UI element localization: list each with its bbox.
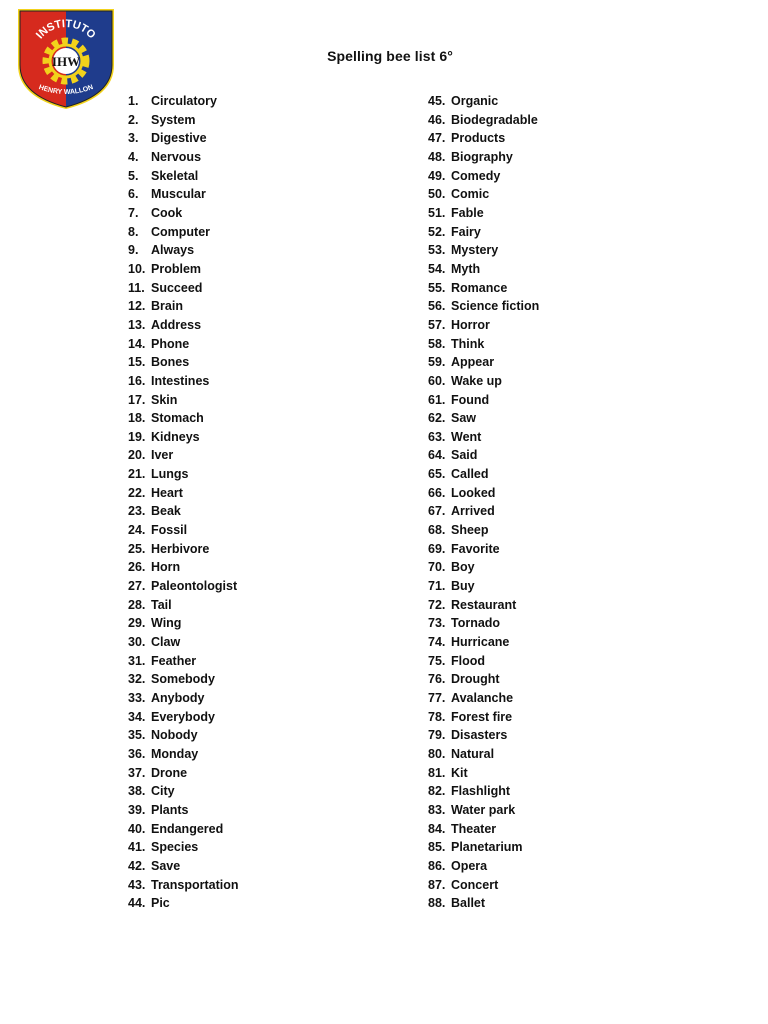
list-item <box>428 708 539 727</box>
list-item <box>428 745 539 764</box>
svg-text:IHW: IHW <box>51 54 81 69</box>
item-word: Drought <box>451 672 500 687</box>
item-word: Forest fire <box>451 709 513 724</box>
item-number: 34. <box>128 709 146 724</box>
item-word: Sheep <box>451 523 489 538</box>
item-word: Comic <box>451 187 490 202</box>
list-item <box>428 204 539 223</box>
item-word: Theater <box>451 821 497 836</box>
list-item <box>428 409 539 428</box>
list-item <box>128 185 239 204</box>
item-word: Paleontologist <box>151 579 238 594</box>
item-word: Products <box>451 131 506 146</box>
item-number: 33. <box>128 691 146 705</box>
item-word: Monday <box>151 746 199 761</box>
item-word: Romance <box>451 280 508 295</box>
item-word: Beak <box>151 504 181 519</box>
list-item <box>128 260 239 279</box>
item-word: Organic <box>451 94 499 108</box>
item-number: 68. <box>428 523 446 538</box>
item-word: Science fiction <box>451 299 540 314</box>
item-number: 71. <box>428 579 446 594</box>
item-number: 38. <box>128 784 146 799</box>
item-word: Heart <box>151 485 183 500</box>
list-item <box>428 540 539 559</box>
item-number: 84. <box>428 821 446 836</box>
item-number: 56. <box>428 299 446 314</box>
list-item <box>128 558 239 577</box>
item-number: 4. <box>128 149 139 164</box>
item-word: Succeed <box>151 280 203 295</box>
item-number: 16. <box>128 373 146 388</box>
item-number: 10. <box>128 261 146 276</box>
item-number: 65. <box>428 467 446 482</box>
list-item <box>428 484 539 503</box>
item-number: 48. <box>428 149 446 164</box>
list-item <box>128 279 239 298</box>
item-number: 22. <box>128 485 146 500</box>
item-number: 39. <box>128 802 146 817</box>
list-item <box>428 614 539 633</box>
item-number: 54. <box>428 261 446 276</box>
item-word: Think <box>451 336 485 351</box>
list-item <box>428 502 539 521</box>
list-item <box>128 596 239 615</box>
item-number: 35. <box>128 728 146 743</box>
item-word: Horror <box>451 317 490 332</box>
list-item <box>428 335 539 354</box>
item-number: 43. <box>128 877 146 892</box>
list-item <box>428 577 539 596</box>
list-item <box>428 801 539 820</box>
list-item <box>428 596 539 615</box>
item-number: 55. <box>428 280 446 295</box>
item-number: 59. <box>428 355 446 370</box>
item-word: Cook <box>151 205 183 220</box>
list-item <box>428 876 539 895</box>
list-item <box>128 857 239 876</box>
list-item <box>128 465 239 484</box>
item-number: 52. <box>428 224 446 239</box>
page-title: Spelling bee list 6° <box>327 48 453 64</box>
item-word: Avalanche <box>451 691 514 705</box>
item-number: 12. <box>128 299 146 314</box>
item-number: 1. <box>128 94 139 108</box>
item-word: System <box>151 112 196 127</box>
item-number: 47. <box>428 131 446 146</box>
item-number: 79. <box>428 728 446 743</box>
list-item <box>128 372 239 391</box>
list-item <box>428 92 539 111</box>
item-word: Horn <box>151 560 181 575</box>
item-word: Kidneys <box>151 429 200 444</box>
item-word: Feather <box>151 653 197 668</box>
item-number: 28. <box>128 597 146 612</box>
item-word: Somebody <box>151 672 215 687</box>
list-item <box>428 111 539 130</box>
item-word: Fairy <box>451 224 481 239</box>
item-word: Lungs <box>151 467 189 482</box>
item-word: Nobody <box>151 728 198 743</box>
item-number: 36. <box>128 746 146 761</box>
item-number: 69. <box>428 541 446 556</box>
item-word: Digestive <box>151 131 207 146</box>
list-item <box>128 391 239 410</box>
item-number: 67. <box>428 504 446 519</box>
item-number: 14. <box>128 336 146 351</box>
list-item <box>128 129 239 148</box>
list-item <box>428 372 539 391</box>
list-item <box>128 577 239 596</box>
item-number: 32. <box>128 672 146 687</box>
item-word: Favorite <box>451 541 500 556</box>
list-item <box>428 148 539 167</box>
item-number: 24. <box>128 523 146 538</box>
list-item <box>128 223 239 242</box>
item-number: 76. <box>428 672 446 687</box>
list-item <box>428 652 539 671</box>
item-number: 11. <box>128 280 145 295</box>
item-word: Skin <box>151 392 178 407</box>
item-number: 21. <box>128 467 146 482</box>
item-word: Phone <box>151 336 190 351</box>
item-number: 49. <box>428 168 446 183</box>
list-item <box>428 782 539 801</box>
item-number: 37. <box>128 765 146 780</box>
list-item <box>428 167 539 186</box>
item-word: Anybody <box>151 691 205 705</box>
item-word: Tail <box>151 597 172 612</box>
svg-text:HENRY WALLON: HENRY WALLON <box>37 84 95 97</box>
item-word: Circulatory <box>151 94 217 108</box>
item-number: 87. <box>428 877 446 892</box>
list-item <box>128 297 239 316</box>
list-item <box>128 540 239 559</box>
svg-text:INSTITUTO: INSTITUTO <box>33 17 98 42</box>
item-word: Intestines <box>151 373 210 388</box>
item-word: Flood <box>451 653 486 668</box>
list-item <box>428 446 539 465</box>
item-word: Save <box>151 858 181 873</box>
item-number: 85. <box>428 840 446 855</box>
item-number: 80. <box>428 746 446 761</box>
item-number: 23. <box>128 504 146 519</box>
list-item <box>428 185 539 204</box>
list-item <box>428 521 539 540</box>
item-number: 81. <box>428 765 446 780</box>
item-word: Ballet <box>451 896 486 911</box>
item-word: Nervous <box>151 149 202 164</box>
item-number: 74. <box>428 635 446 650</box>
item-word: Said <box>451 448 478 463</box>
item-word: Iver <box>151 448 174 463</box>
item-number: 63. <box>428 429 446 444</box>
item-number: 31. <box>128 653 146 668</box>
list-item <box>428 726 539 745</box>
item-word: Went <box>451 429 482 444</box>
list-item <box>428 633 539 652</box>
item-word: City <box>151 784 175 799</box>
item-word: Looked <box>451 485 496 500</box>
spelling-list-right <box>428 92 539 913</box>
list-item <box>128 204 239 223</box>
list-item <box>128 876 239 895</box>
item-number: 78. <box>428 709 446 724</box>
item-number: 46. <box>428 112 446 127</box>
list-item <box>428 428 539 447</box>
list-item <box>428 857 539 876</box>
item-number: 3. <box>128 131 139 146</box>
item-number: 29. <box>128 616 146 631</box>
item-word: Mystery <box>451 243 499 258</box>
list-item <box>428 465 539 484</box>
item-word: Problem <box>151 261 202 276</box>
list-item <box>128 764 239 783</box>
item-word: Fossil <box>151 523 188 538</box>
list-item <box>128 745 239 764</box>
list-item <box>128 316 239 335</box>
item-number: 44. <box>128 896 146 911</box>
item-number: 20. <box>128 448 146 463</box>
item-word: Found <box>451 392 490 407</box>
list-item <box>428 297 539 316</box>
item-number: 42. <box>128 858 146 873</box>
list-item <box>128 428 239 447</box>
item-word: Pic <box>151 896 170 911</box>
item-number: 73. <box>428 616 446 631</box>
list-item <box>428 129 539 148</box>
list-item <box>128 820 239 839</box>
item-number: 60. <box>428 373 446 388</box>
item-number: 62. <box>428 411 446 426</box>
item-number: 18. <box>128 411 146 426</box>
spelling-list-left <box>128 92 239 913</box>
item-word: Address <box>151 317 202 332</box>
item-number: 19. <box>128 429 146 444</box>
list-item <box>428 820 539 839</box>
item-number: 77. <box>428 691 446 705</box>
item-word: Biography <box>451 149 513 164</box>
list-item <box>128 708 239 727</box>
list-item <box>428 764 539 783</box>
item-number: 13. <box>128 317 146 332</box>
list-item <box>128 521 239 540</box>
list-item <box>128 894 239 913</box>
list-item <box>428 353 539 372</box>
list-item <box>128 838 239 857</box>
item-word: Muscular <box>151 187 206 202</box>
list-item <box>428 558 539 577</box>
item-word: Everybody <box>151 709 215 724</box>
list-item <box>128 484 239 503</box>
item-number: 86. <box>428 858 446 873</box>
list-item <box>428 223 539 242</box>
list-item <box>128 670 239 689</box>
item-word: Stomach <box>151 411 204 426</box>
item-number: 45. <box>428 94 446 108</box>
item-number: 64. <box>428 448 446 463</box>
item-word: Wake up <box>451 373 502 388</box>
list-item <box>128 782 239 801</box>
list-item <box>128 111 239 130</box>
item-number: 6. <box>128 187 139 202</box>
item-number: 5. <box>128 168 139 183</box>
item-number: 17. <box>128 392 146 407</box>
list-item <box>128 726 239 745</box>
item-number: 88. <box>428 896 446 911</box>
item-word: Water park <box>451 802 516 817</box>
item-number: 82. <box>428 784 446 799</box>
item-number: 9. <box>128 243 139 258</box>
item-word: Appear <box>451 355 495 370</box>
list-item <box>128 614 239 633</box>
item-number: 66. <box>428 485 446 500</box>
item-word: Always <box>151 243 195 258</box>
item-number: 25. <box>128 541 146 556</box>
list-item <box>428 241 539 260</box>
item-number: 75. <box>428 653 446 668</box>
item-number: 8. <box>128 224 139 239</box>
item-word: Boy <box>451 560 475 575</box>
item-word: Disasters <box>451 728 508 743</box>
item-number: 61. <box>428 392 446 407</box>
list-item <box>428 670 539 689</box>
item-word: Natural <box>451 746 495 761</box>
list-item <box>128 92 239 111</box>
item-word: Saw <box>451 411 477 426</box>
item-number: 51. <box>428 205 446 220</box>
list-item <box>128 652 239 671</box>
item-number: 7. <box>128 205 139 220</box>
item-number: 15. <box>128 355 146 370</box>
item-word: Endangered <box>151 821 224 836</box>
list-item <box>128 689 239 708</box>
item-word: Bones <box>151 355 190 370</box>
list-item <box>128 633 239 652</box>
item-number: 30. <box>128 635 146 650</box>
item-word: Plants <box>151 802 189 817</box>
item-number: 50. <box>428 187 446 202</box>
item-number: 26. <box>128 560 146 575</box>
list-item <box>128 353 239 372</box>
item-number: 40. <box>128 821 146 836</box>
item-word: Myth <box>451 261 481 276</box>
list-item <box>428 894 539 913</box>
list-item <box>428 260 539 279</box>
list-item <box>428 838 539 857</box>
item-number: 27. <box>128 579 146 594</box>
item-word: Herbivore <box>151 541 210 556</box>
item-number: 53. <box>428 243 446 258</box>
item-number: 72. <box>428 597 446 612</box>
item-word: Computer <box>151 224 211 239</box>
item-number: 83. <box>428 802 446 817</box>
item-word: Concert <box>451 877 499 892</box>
item-word: Kit <box>451 765 468 780</box>
item-word: Transportation <box>151 877 239 892</box>
item-word: Brain <box>151 299 183 314</box>
list-item <box>428 316 539 335</box>
item-word: Hurricane <box>451 635 510 650</box>
item-word: Wing <box>151 616 182 631</box>
item-number: 70. <box>428 560 446 575</box>
item-word: Called <box>451 467 489 482</box>
list-item <box>128 335 239 354</box>
item-word: Opera <box>451 858 488 873</box>
item-word: Planetarium <box>451 840 523 855</box>
item-number: 58. <box>428 336 446 351</box>
item-word: Claw <box>151 635 181 650</box>
item-word: Drone <box>151 765 188 780</box>
item-word: Fable <box>451 205 484 220</box>
item-word: Flashlight <box>451 784 511 799</box>
list-item <box>128 241 239 260</box>
item-word: Comedy <box>451 168 501 183</box>
list-item <box>128 167 239 186</box>
item-number: 57. <box>428 317 446 332</box>
list-item <box>128 801 239 820</box>
item-number: 2. <box>128 112 139 127</box>
list-item <box>428 391 539 410</box>
list-item <box>428 689 539 708</box>
list-item <box>128 409 239 428</box>
item-word: Tornado <box>451 616 501 631</box>
list-item <box>128 502 239 521</box>
item-word: Biodegradable <box>451 112 538 127</box>
item-word: Arrived <box>451 504 495 519</box>
item-word: Buy <box>451 579 475 594</box>
list-item <box>128 148 239 167</box>
list-item <box>428 279 539 298</box>
item-word: Restaurant <box>451 597 517 612</box>
list-item <box>128 446 239 465</box>
item-word: Species <box>151 840 199 855</box>
item-number: 41. <box>128 840 146 855</box>
item-word: Skeletal <box>151 168 199 183</box>
